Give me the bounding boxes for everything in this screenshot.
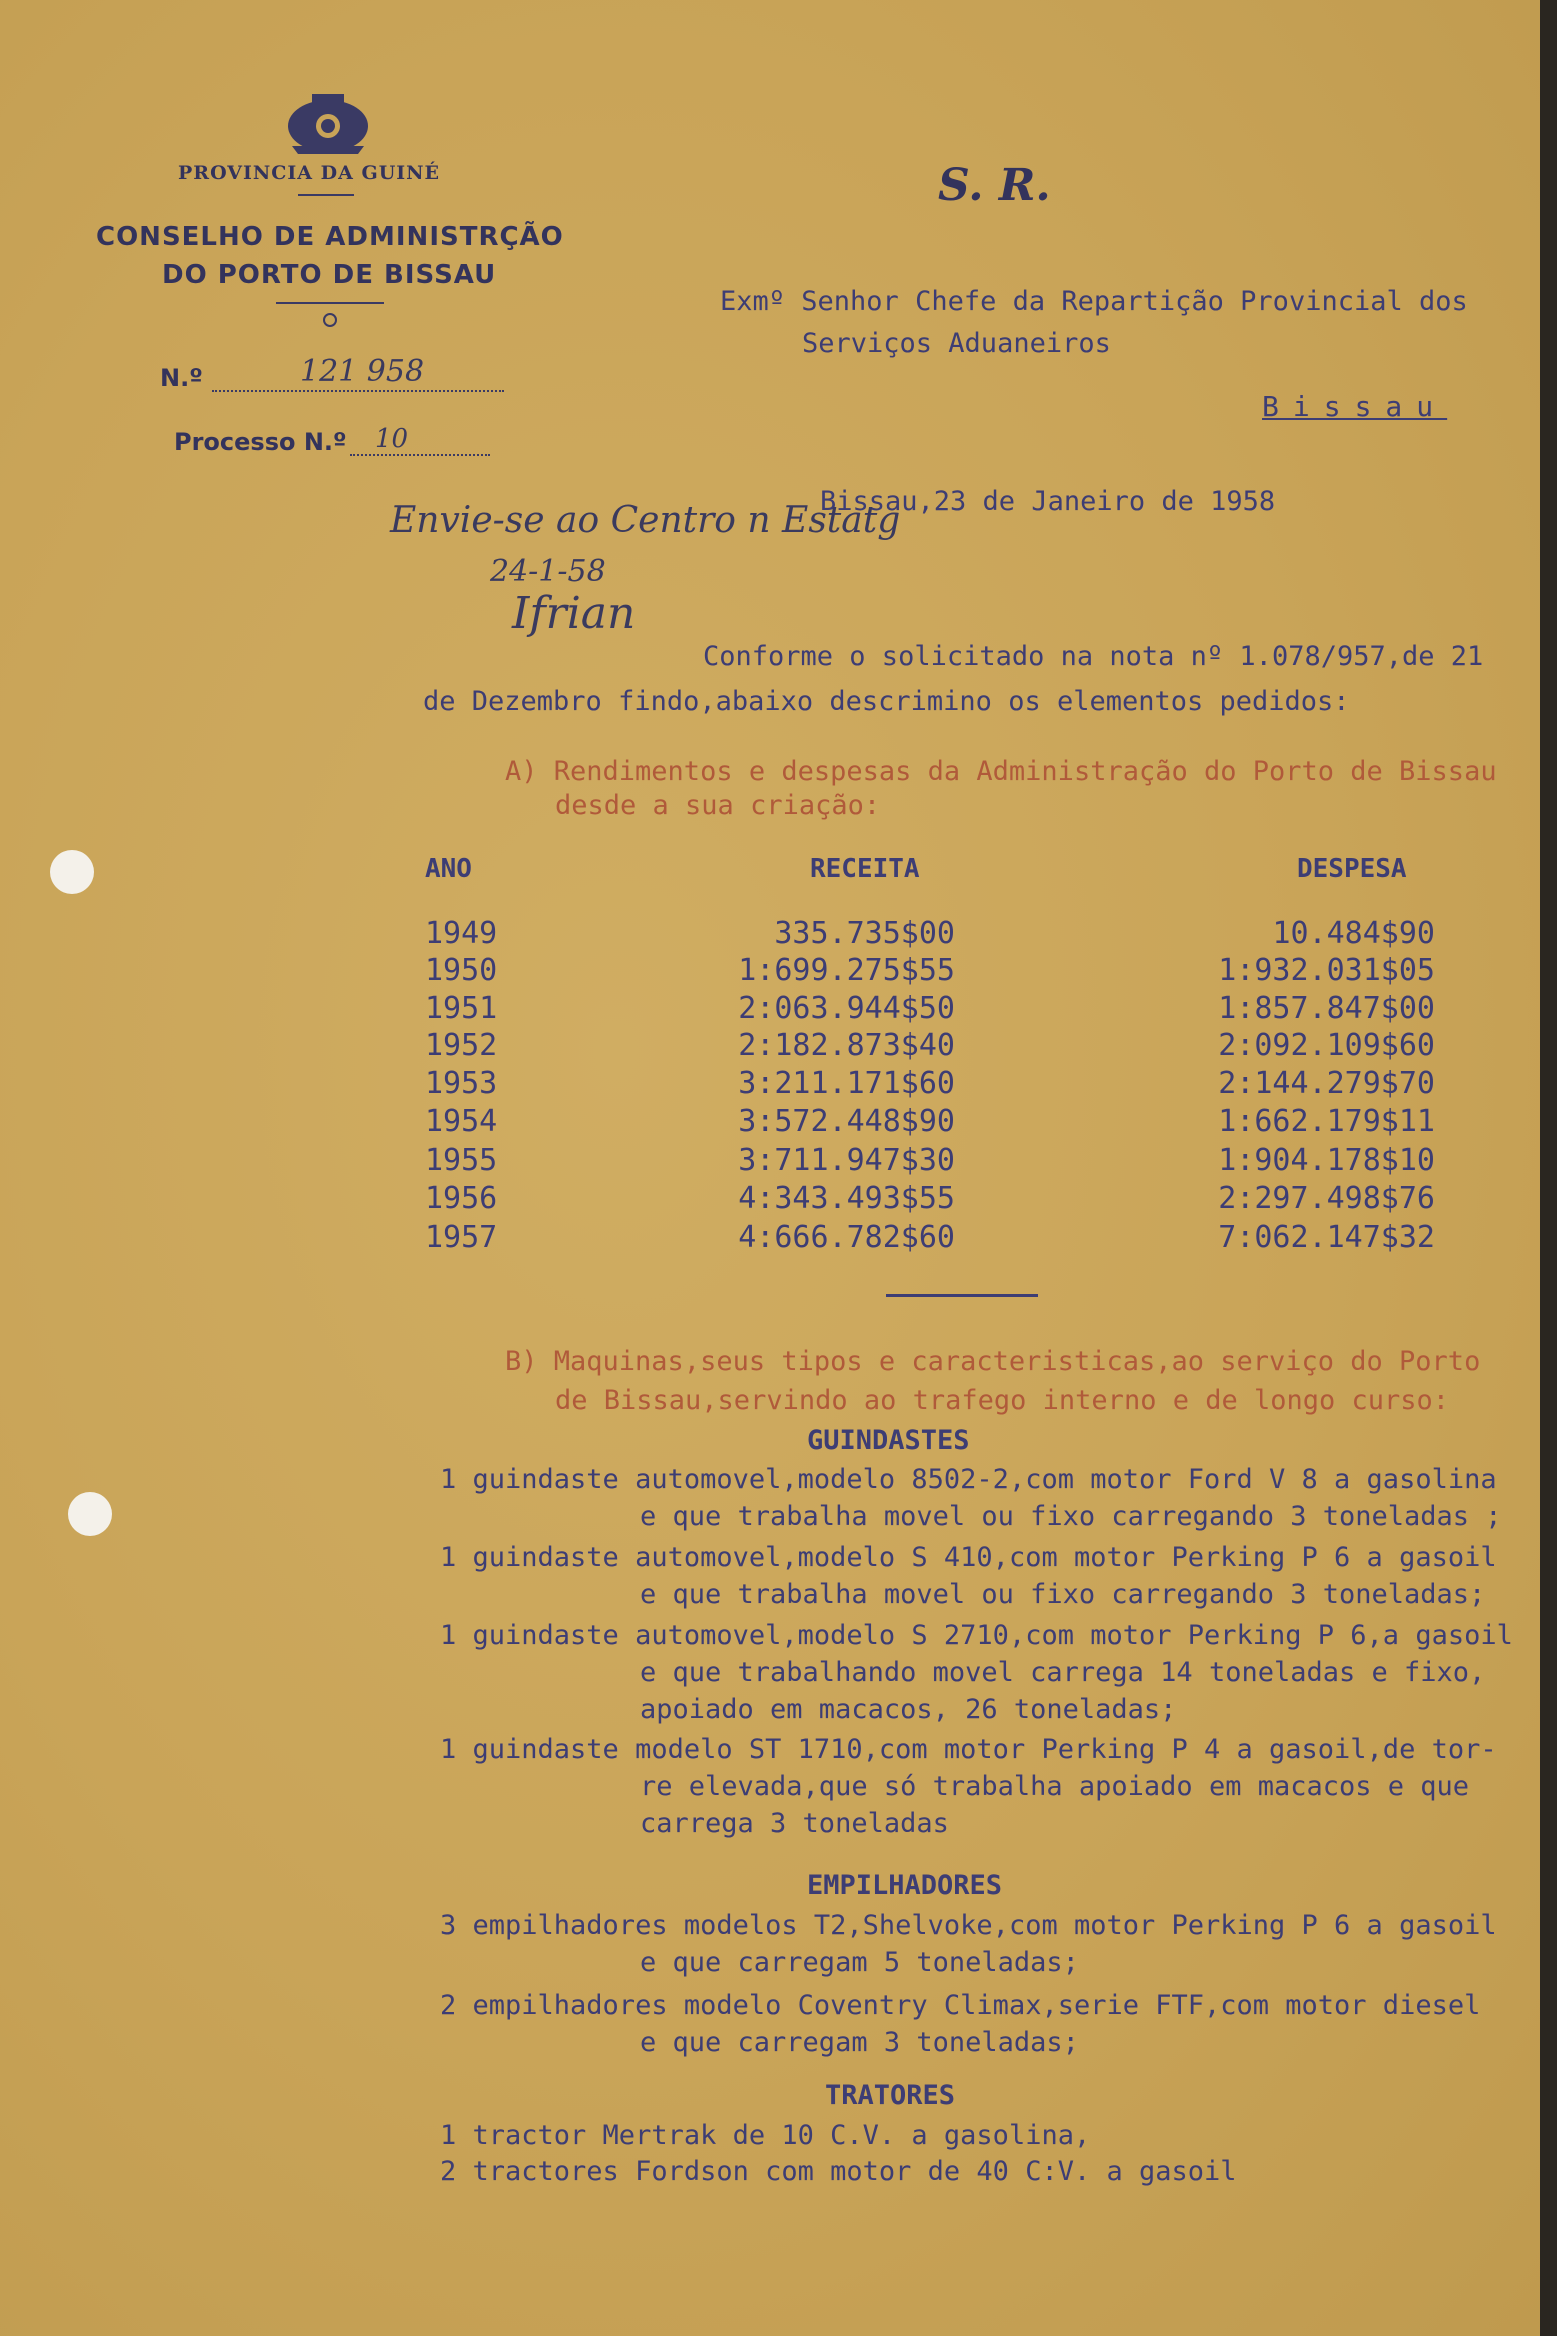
- divider: [276, 302, 384, 304]
- despesa-cell: 1:904.178$10: [1218, 1143, 1435, 1178]
- handwritten-date: 24-1-58: [490, 554, 606, 589]
- table-row: [0, 1028, 1540, 1064]
- empilhador-line: e que carregam 3 toneladas;: [640, 2027, 1079, 2058]
- receita-cell: 4:343.493$55: [738, 1181, 955, 1216]
- empilhador-line: e que carregam 5 toneladas;: [640, 1947, 1079, 1978]
- tratores-title: TRATORES: [825, 2080, 956, 2111]
- tractor-line: 2 tractores Fordson com motor de 40 C:V. a gasoil: [440, 2156, 1237, 2187]
- table-header: [0, 854, 1540, 890]
- guindaste-line: 1 guindaste automovel,modelo S 410,com motor Perking P 6 a gasoil: [440, 1542, 1497, 1573]
- receita-cell: 1:699.275$55: [738, 953, 955, 988]
- guindaste-line: carrega 3 toneladas: [640, 1808, 949, 1839]
- number-value: 121 958: [300, 354, 425, 389]
- year-cell: 1950: [425, 953, 498, 988]
- guindastes-title: GUINDASTES: [807, 1425, 970, 1456]
- year-cell: 1956: [425, 1181, 498, 1216]
- council-line-2: DO PORTO DE BISSAU: [162, 260, 497, 290]
- guindaste-line: e que trabalha movel ou fixo carregando 3 toneladas;: [640, 1579, 1486, 1610]
- receita-cell: 3:211.171$60: [738, 1066, 955, 1101]
- punch-hole-bottom: [68, 1492, 112, 1536]
- addressee-city: Bissau: [1262, 390, 1448, 423]
- table-row: [0, 953, 1540, 989]
- despesa-cell: 7:062.147$32: [1218, 1220, 1435, 1255]
- process-label: Processo N.º: [174, 428, 347, 456]
- section-b-line-2: de Bissau,servindo ao trafego interno e de longo curso:: [555, 1385, 1450, 1416]
- number-dotted-line: [212, 390, 504, 392]
- addressee-line-1: Exmº Senhor Chefe da Repartição Provincial dos: [720, 286, 1468, 317]
- section-a-line-2: desde a sua criação:: [555, 790, 881, 821]
- table-row: [0, 1066, 1540, 1102]
- year-cell: 1957: [425, 1220, 498, 1255]
- receita-cell: 3:711.947$30: [738, 1143, 955, 1178]
- receita-cell: 4:666.782$60: [738, 1220, 955, 1255]
- process-dotted-line: [350, 454, 490, 456]
- empilhador-line: 3 empilhadores modelos T2,Shelvoke,com motor Perking P 6 a gasoil: [440, 1910, 1497, 1941]
- date-line: Bissau,23 de Janeiro de 1958: [820, 486, 1276, 517]
- despesa-cell: 2:144.279$70: [1218, 1066, 1435, 1101]
- year-cell: 1952: [425, 1028, 498, 1063]
- table-row: [0, 991, 1540, 1027]
- receita-cell: 2:063.944$50: [738, 991, 955, 1026]
- receita-cell: 335.735$00: [774, 916, 955, 951]
- intro-line-1: Conforme o solicitado na nota nº 1.078/957,de 21: [703, 641, 1484, 672]
- table-row: [0, 1181, 1540, 1217]
- table-row: [0, 916, 1540, 952]
- table-row: [0, 1104, 1540, 1140]
- header-despesa: DESPESA: [1297, 854, 1407, 884]
- table-row: [0, 1143, 1540, 1179]
- guindaste-line: re elevada,que só trabalha apoiado em macacos e que: [640, 1771, 1470, 1802]
- despesa-cell: 2:297.498$76: [1218, 1181, 1435, 1216]
- year-cell: 1954: [425, 1104, 498, 1139]
- section-a-line-1: A) Rendimentos e despesas da Administração do Porto de Bissau: [505, 756, 1497, 787]
- despesa-cell: 10.484$90: [1272, 916, 1435, 951]
- guindaste-line: 1 guindaste automovel,modelo 8502-2,com motor Ford V 8 a gasolina: [440, 1464, 1497, 1495]
- year-cell: 1955: [425, 1143, 498, 1178]
- receita-cell: 3:572.448$90: [738, 1104, 955, 1139]
- process-value: 10: [375, 424, 409, 454]
- coat-of-arms-icon: [282, 86, 374, 158]
- guindaste-line: e que trabalhando movel carrega 14 toneladas e fixo,: [640, 1657, 1486, 1688]
- ornament-icon: [323, 313, 337, 327]
- number-label: N.º: [160, 364, 203, 392]
- year-cell: 1953: [425, 1066, 498, 1101]
- despesa-cell: 1:932.031$05: [1218, 953, 1435, 988]
- receita-cell: 2:182.873$40: [738, 1028, 955, 1063]
- addressee-line-2: Serviços Aduaneiros: [802, 328, 1111, 359]
- header-receita: RECEITA: [810, 854, 920, 884]
- intro-line-2: de Dezembro findo,abaixo descrimino os elementos pedidos:: [423, 686, 1350, 717]
- guindaste-line: e que trabalha movel ou fixo carregando 3 toneladas ;: [640, 1501, 1502, 1532]
- empilhadores-title: EMPILHADORES: [807, 1870, 1003, 1901]
- tractor-line: 1 tractor Mertrak de 10 C.V. a gasolina,: [440, 2120, 1091, 2151]
- table-row: [0, 1220, 1540, 1256]
- section-b-line-1: B) Maquinas,seus tipos e caracteristicas,ao serviço do Porto: [505, 1346, 1481, 1377]
- empilhador-line: 2 empilhadores modelo Coventry Climax,serie FTF,com motor diesel: [440, 1990, 1481, 2021]
- handwritten-note: Envie-se ao Centro n Estatg: [390, 500, 901, 541]
- divider: [298, 194, 354, 196]
- header-year: ANO: [425, 854, 472, 884]
- despesa-cell: 2:092.109$60: [1218, 1028, 1435, 1063]
- despesa-cell: 1:857.847$00: [1218, 991, 1435, 1026]
- guindaste-line: 1 guindaste automovel,modelo S 2710,com motor Perking P 6,a gasoil: [440, 1620, 1513, 1651]
- guindaste-line: apoiado em macacos, 26 toneladas;: [640, 1694, 1177, 1725]
- year-cell: 1951: [425, 991, 498, 1026]
- year-cell: 1949: [425, 916, 498, 951]
- council-line-1: CONSELHO DE ADMINISTRÇÃO: [96, 222, 564, 252]
- guindaste-line: 1 guindaste modelo ST 1710,com motor Perking P 4 a gasoil,de tor-: [440, 1734, 1497, 1765]
- despesa-cell: 1:662.179$11: [1218, 1104, 1435, 1139]
- table-divider: [886, 1294, 1038, 1297]
- province-heading: PROVINCIA DA GUINÉ: [178, 162, 441, 184]
- sr-heading: S. R.: [938, 160, 1051, 211]
- handwritten-signature: Ifrian: [512, 588, 636, 639]
